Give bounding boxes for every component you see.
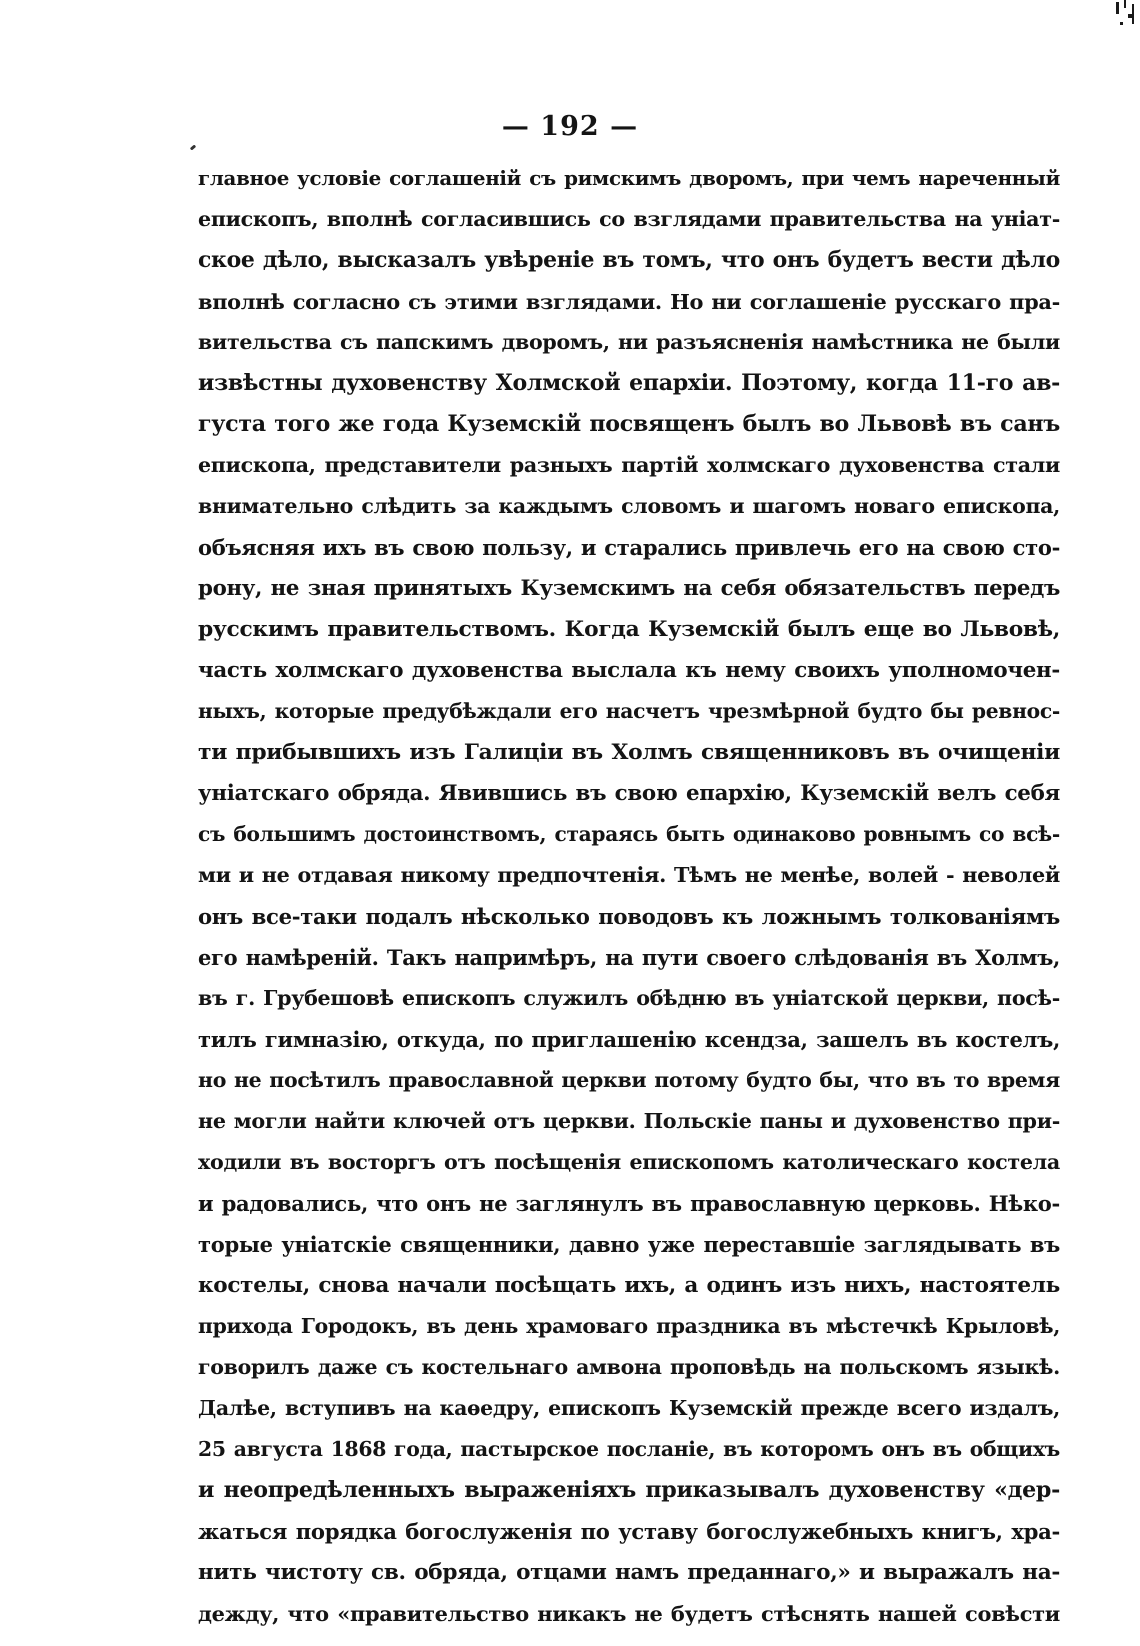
- text-line: ми и не отдавая никому предпочтенія. Тѣмъ не менѣе, волей - неволей: [198, 863, 1060, 887]
- text-line: жаться порядка богослуженія по уставу богослужебныхъ книгъ, хра-: [198, 1519, 1060, 1544]
- text-line: густа того же года Куземскій посвященъ былъ во Львовѣ въ санъ: [198, 411, 1060, 437]
- text-line: русскимъ правительствомъ. Когда Куземскій былъ еще во Львовѣ,: [198, 617, 1060, 642]
- text-line: и неопредѣленныхъ выраженіяхъ приказывалъ духовенству «дер-: [198, 1477, 1060, 1503]
- text-line: дежду, что «правительство никакъ не будетъ стѣснять нашей совѣсти: [198, 1601, 1060, 1626]
- text-line: Далѣе, вступивъ на каѳедру, епископъ Куземскій прежде всего издалъ,: [198, 1396, 1060, 1420]
- text-line: внимательно слѣдить за каждымъ словомъ и шагомъ новаго епископа,: [198, 494, 1060, 518]
- ink-speck: [190, 144, 197, 150]
- text-line: уніатскаго обряда. Явившись въ свою епархію, Куземскій велъ себя: [198, 781, 1060, 806]
- text-line: въ г. Грубешовѣ епископъ служилъ обѣдню въ уніатской церкви, посѣ-: [198, 986, 1060, 1010]
- text-line: часть холмскаго духовенства выслала къ нему своихъ уполномочен-: [198, 658, 1060, 683]
- text-line: объясняя ихъ въ свою пользу, и старались привлечь его на свою сто-: [198, 535, 1060, 560]
- text-line: извѣстны духовенству Холмской епархіи. Поэтому, когда 11-го ав-: [198, 370, 1060, 396]
- text-line: но не посѣтилъ православной церкви потому будто бы, что въ то время: [198, 1068, 1060, 1092]
- text-line: его намѣреній. Такъ напримѣръ, на пути своего слѣдованія въ Холмъ,: [198, 945, 1060, 970]
- page-number: — 192 —: [501, 111, 639, 142]
- text-line: вительства съ папскимъ дворомъ, ни разъясненія намѣстника не были: [198, 330, 1060, 354]
- text-line: тилъ гимназію, откуда, по приглашенію ксендза, зашелъ въ костелъ,: [198, 1027, 1060, 1052]
- text-line: главное условіе соглашеній съ римскимъ дворомъ, при чемъ нареченный: [198, 166, 1060, 190]
- text-line: торые уніатскіе священники, давно уже переставшіе заглядывать въ: [198, 1232, 1060, 1257]
- text-line: ское дѣло, высказалъ увѣреніе въ томъ, что онъ будетъ вести дѣло: [198, 247, 1060, 273]
- text-line: и радовались, что онъ не заглянулъ въ православную церковь. Нѣко-: [198, 1191, 1060, 1216]
- text-line: говорилъ даже съ костельнаго амвона проповѣдь на польскомъ языкѣ.: [198, 1355, 1060, 1379]
- text-line: ныхъ, которые предубѣждали его насчетъ чрезмѣрной будто бы ревнос-: [198, 699, 1060, 723]
- text-line: ходили въ восторгъ отъ посѣщенія епископомъ католическаго костела: [198, 1150, 1060, 1174]
- text-line: онъ все-таки подалъ нѣсколько поводовъ къ ложнымъ толкованіямъ: [198, 904, 1060, 929]
- text-line: ти прибывшихъ изъ Галиціи въ Холмъ священниковъ въ очищеніи: [198, 740, 1060, 765]
- text-line: епископъ, вполнѣ согласившись со взглядами правительства на уніат-: [198, 207, 1060, 231]
- text-line: рону, не зная принятыхъ Куземскимъ на себя обязательствъ передъ: [198, 576, 1060, 601]
- body-text: [198, 158, 1060, 1634]
- text-line: не могли найти ключей отъ церкви. Польскіе паны и духовенство при-: [198, 1109, 1060, 1133]
- text-line: епископа, представители разныхъ партій холмскаго духовенства стали: [198, 453, 1060, 477]
- text-line: нить чистоту св. обряда, отцами намъ преданнаго,» и выражалъ на-: [198, 1560, 1060, 1585]
- text-line: вполнѣ согласно съ этими взглядами. Но ни соглашеніе русскаго пра-: [198, 289, 1060, 314]
- scan-edge-artifact: [1076, 0, 1140, 40]
- text-line: костелы, снова начали посѣщать ихъ, а одинъ изъ нихъ, настоятель: [198, 1273, 1060, 1298]
- text-line: 25 августа 1868 года, пастырское посланіе, въ которомъ онъ въ общихъ: [198, 1437, 1060, 1461]
- text-line: прихода Городокъ, въ день храмоваго праздника въ мѣстечкѣ Крыловѣ,: [198, 1314, 1060, 1338]
- text-line: съ большимъ достоинствомъ, стараясь быть одинаково ровнымъ со всѣ-: [198, 822, 1060, 846]
